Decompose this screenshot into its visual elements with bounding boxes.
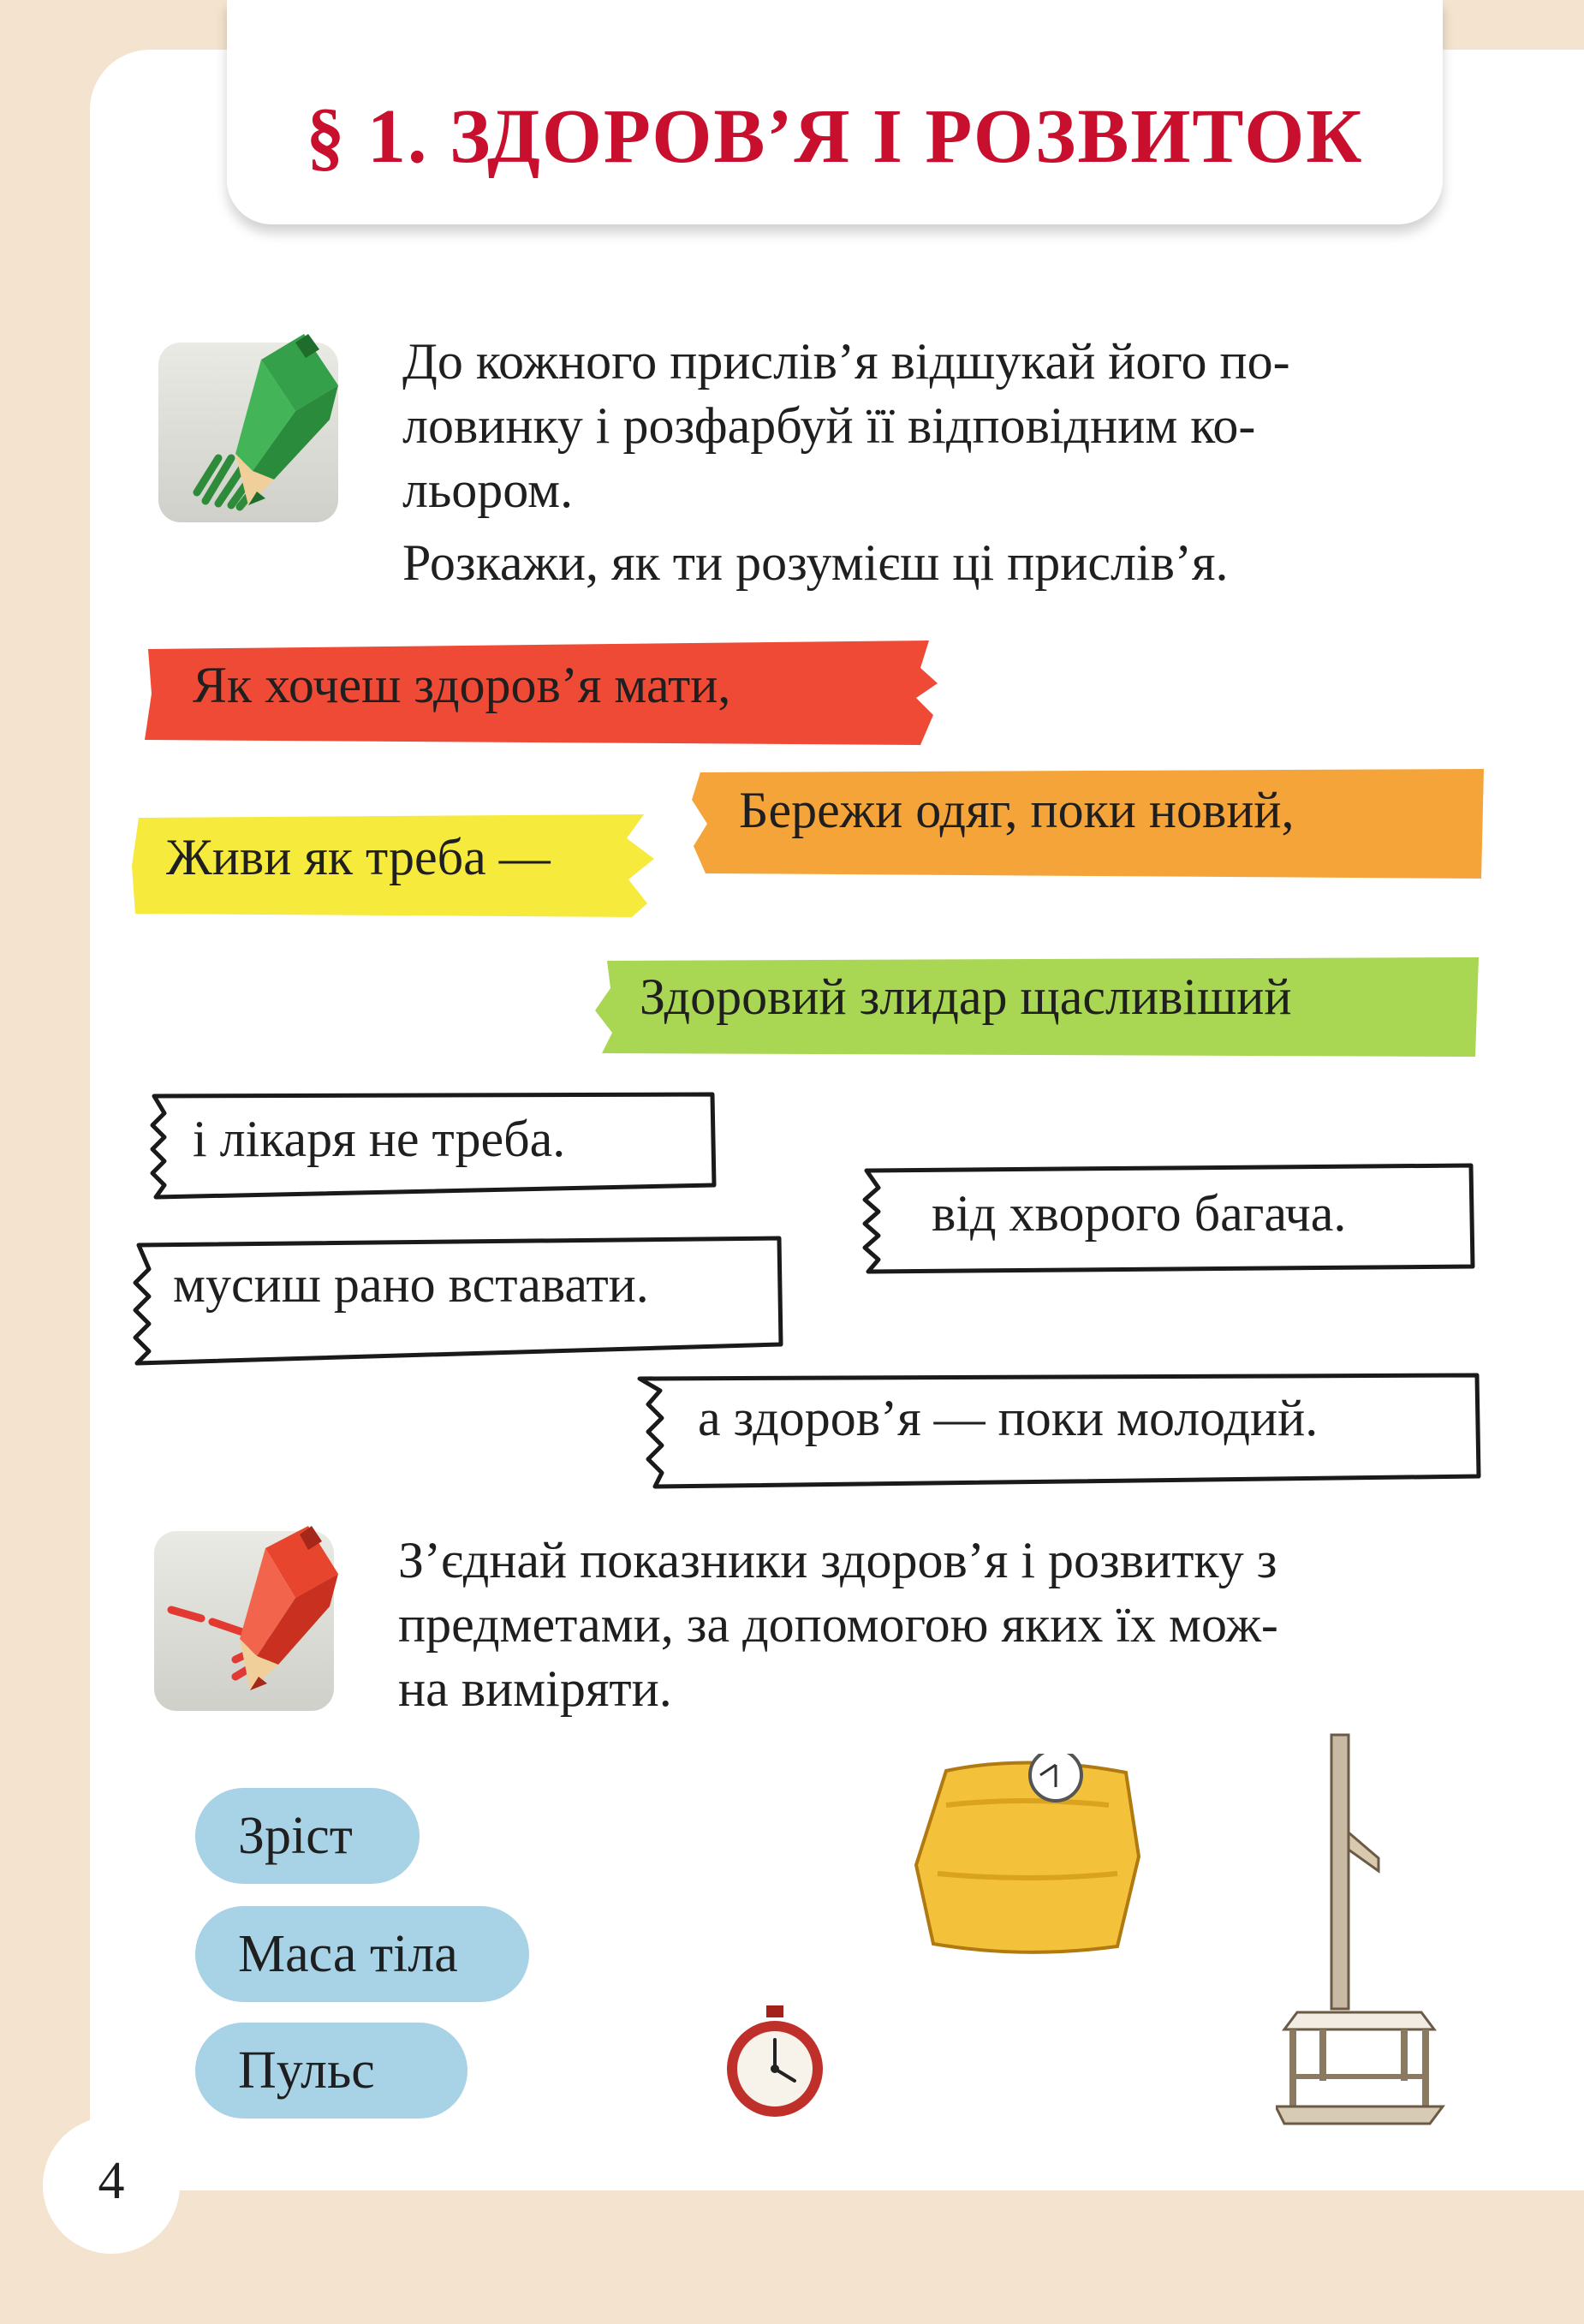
task1-question: Розкажи, як ти розумієш ці прислів’я. (402, 534, 1229, 591)
task1-line-3: льором. (402, 462, 574, 518)
stopwatch-icon[interactable] (719, 2002, 831, 2126)
proverb-strip-3 (130, 809, 678, 921)
indicator-body-mass[interactable] (195, 1906, 529, 2002)
indicator-height[interactable] (195, 1788, 420, 1884)
indicator-pulse-label: Пульс (238, 2041, 375, 2100)
task1-instruction (402, 330, 1456, 595)
task1-line-1: До кожного прислів’я відшукай його по- (402, 333, 1290, 390)
proverb-note-4 (629, 1370, 1484, 1492)
task2-line-3: на виміряти. (398, 1660, 672, 1717)
proverb-note-2 (856, 1160, 1477, 1276)
task2-line-2: предметами, за допомогою яких їх мож- (398, 1596, 1278, 1653)
indicator-body-mass-label: Маса тіла (238, 1924, 458, 1983)
proverb-strip-2 (692, 764, 1488, 884)
proverb-note-3 (127, 1233, 786, 1366)
indicator-height-label: Зріст (238, 1806, 353, 1865)
title-tab (227, 0, 1443, 224)
proverb-end-3: мусиш рано вставати. (173, 1256, 649, 1313)
proverb-start-3: Живи як треба — (166, 829, 551, 885)
page-number-badge (43, 2117, 180, 2254)
task1-line-2: ловинку і розфарбуй її відповідним ко- (402, 397, 1256, 454)
task2-instruction (398, 1528, 1486, 1721)
task2-line-1: З’єднай показники здоров’я і розвитку з (398, 1532, 1277, 1588)
proverb-start-2: Бережи одяг, поки новий, (739, 782, 1295, 838)
proverb-start-1: Як хочеш здоров’я мати, (193, 657, 731, 713)
indicator-pulse[interactable] (195, 2023, 467, 2118)
proverb-end-4: а здоров’я — поки молодий. (698, 1390, 1319, 1446)
proverb-end-2: від хворого багача. (932, 1185, 1347, 1242)
bathroom-scale-icon[interactable] (912, 1754, 1143, 1959)
proverb-strip-1 (141, 634, 938, 752)
green-pencil-icon (158, 343, 338, 522)
proverb-start-4: Здоровий злидар щасливіший (640, 968, 1292, 1025)
page-title: § 1. ЗДОРОВ’Я І РОЗВИТОК (306, 94, 1364, 179)
proverb-end-1: і лікаря не треба. (193, 1111, 566, 1167)
page-number: 4 (98, 2152, 125, 2210)
height-meter-icon[interactable] (1276, 1730, 1447, 2128)
red-pencil-icon (154, 1531, 334, 1711)
proverb-note-1 (146, 1089, 719, 1202)
proverb-strip-4 (595, 950, 1486, 1060)
